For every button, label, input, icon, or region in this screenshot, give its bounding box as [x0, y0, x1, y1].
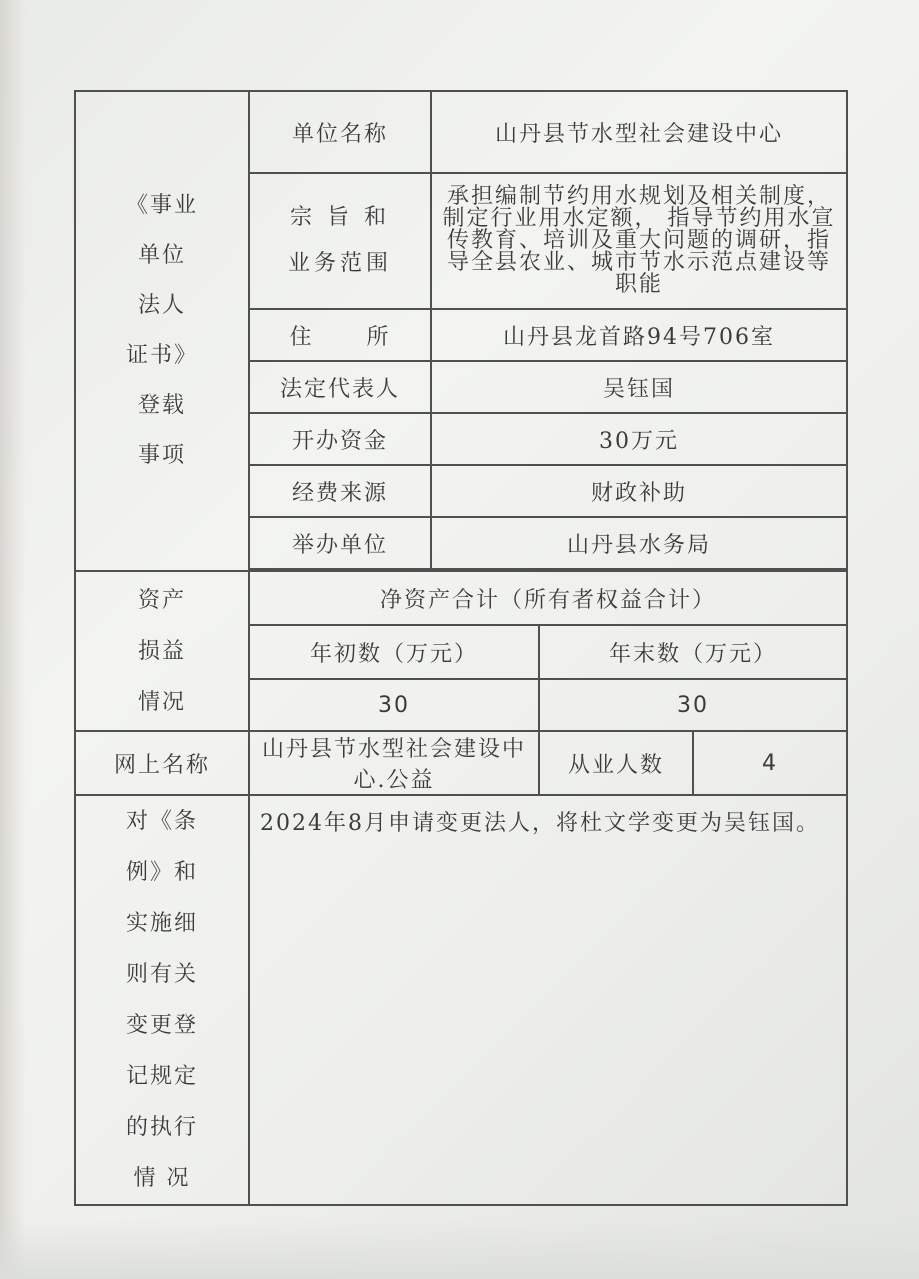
assets-label: 资产 损益 情况: [75, 571, 249, 731]
row-execution-notes: [75, 795, 847, 1205]
row-assets-header: [75, 571, 847, 625]
sponsor-label: 举办单位: [249, 517, 431, 569]
net-assets-header: 净资产合计（所有者权益合计）: [249, 571, 847, 625]
business-scope-label: 宗 旨 和 业务范围: [249, 173, 431, 309]
year-start-value: 30: [249, 679, 539, 731]
online-name-value: 山丹县节水型社会建设中心.公益: [249, 731, 539, 795]
staff-count-value: 4: [693, 731, 847, 795]
year-end-header: 年末数（万元）: [539, 625, 847, 679]
address-label: 住 所: [249, 309, 431, 361]
funding-source-label: 经费来源: [249, 465, 431, 517]
page-shadow-left: [0, 0, 26, 1279]
execution-notes-text: 2024年8月申请变更法人，将杜文学变更为吴钰国。: [249, 795, 847, 1205]
staff-count-label: 从业人数: [539, 731, 693, 795]
unit-name-value: 山丹县节水型社会建设中心: [431, 91, 847, 173]
year-start-header: 年初数（万元）: [249, 625, 539, 679]
legal-rep-label: 法定代表人: [249, 361, 431, 413]
unit-name-label: 单位名称: [249, 91, 431, 173]
page-shadow-bottom: [0, 1219, 919, 1279]
year-end-value: 30: [539, 679, 847, 731]
business-scope-value: 承担编制节约用水规划及相关制度，制定行业用水定额， 指导节约用水宣传教育、培训及重大问题的调研，指导全县农业、城市节水示范点建设等职能: [431, 173, 847, 309]
execution-notes-label: 对《条 例》和 实施细 则有关 变更登 记规定 的执行 情 况: [75, 795, 249, 1205]
row-online-name: [75, 731, 847, 795]
sponsor-value: 山丹县水务局: [431, 517, 847, 569]
capital-label: 开办资金: [249, 413, 431, 465]
funding-source-value: 财政补助: [431, 465, 847, 517]
registration-form-table: [74, 90, 848, 1206]
capital-value: 30万元: [431, 413, 847, 465]
certificate-items-label: 《事业 单位 法人 证书》 登载 事项: [75, 91, 249, 571]
row-unit-name: [75, 91, 847, 173]
address-value: 山丹县龙首路94号706室: [431, 309, 847, 361]
legal-rep-value: 吴钰国: [431, 361, 847, 413]
online-name-label: 网上名称: [75, 731, 249, 795]
